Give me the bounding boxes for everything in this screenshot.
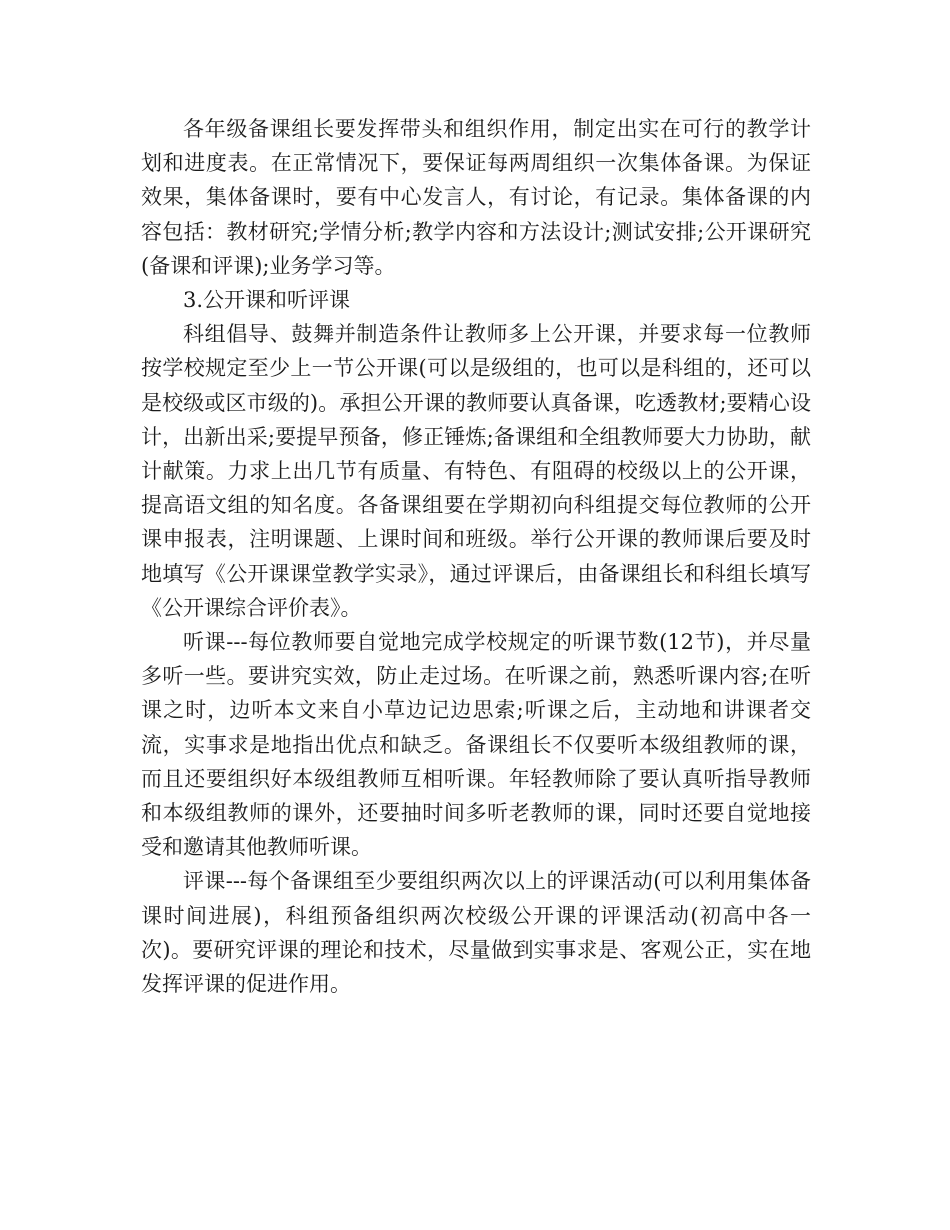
section-heading-open-class: 3.公开课和听评课	[183, 288, 351, 313]
document-body	[141, 112, 811, 1001]
paragraph-class-observation: 听课---每位教师要自觉地完成学校规定的听课节数(12节)，并尽量多听一些。要讲究实效，防止走过场。在听课之前，熟悉听课内容;在听课之时，边听本文来自小草边记边思索;听课之后，主动地和讲课者交流，实事求是地指出优点和缺乏。备课组长不仅要听本级组教师的课，而且还要组织好本级组教师互相听课。年轻教师除了要认真听指导教师和本级组教师的课外，还要抽时间多听老教师的课，同时还要自觉地接受和邀请其他教师听课。	[141, 630, 811, 860]
paragraph-class-evaluation: 评课---每个备课组至少要组织两次以上的评课活动(可以利用集体备课时间进展)，科组预备组织两次校级公开课的评课活动(初高中各一次)。要研究评课的理论和技术，尽量做到实事求是、客观公正，实在地发挥评课的促进作用。	[141, 869, 811, 997]
paragraph-lesson-prep: 各年级备课组长要发挥带头和组织作用，制定出实在可行的教学计划和进度表。在正常情况下，要保证每两周组织一次集体备课。为保证效果，集体备课时，要有中心发言人，有讨论，有记录。集体备课的内容包括：教材研究;学情分析;教学内容和方法设计;测试安排;公开课研究(备课和评课);业务学习等。	[141, 117, 811, 278]
paragraph-open-class: 科组倡导、鼓舞并制造条件让教师多上公开课，并要求每一位教师按学校规定至少上一节公开课(可以是级组的，也可以是科组的，还可以是校级或区市级的)。承担公开课的教师要认真备课，吃透教材;要精心设计，出新出采;要提早预备，修正锤炼;备课组和全组教师要大力协助，献计献策。力求上出几节有质量、有特色、有阻碍的校级以上的公开课，提高语文组的知名度。各备课组要在学期初向科组提交每位教师的公开课申报表，注明课题、上课时间和班级。举行公开课的教师课后要及时地填写《公开课课堂教学实录》，通过评课后，由备课组长和科组长填写《公开课综合评价表》。	[141, 322, 811, 620]
